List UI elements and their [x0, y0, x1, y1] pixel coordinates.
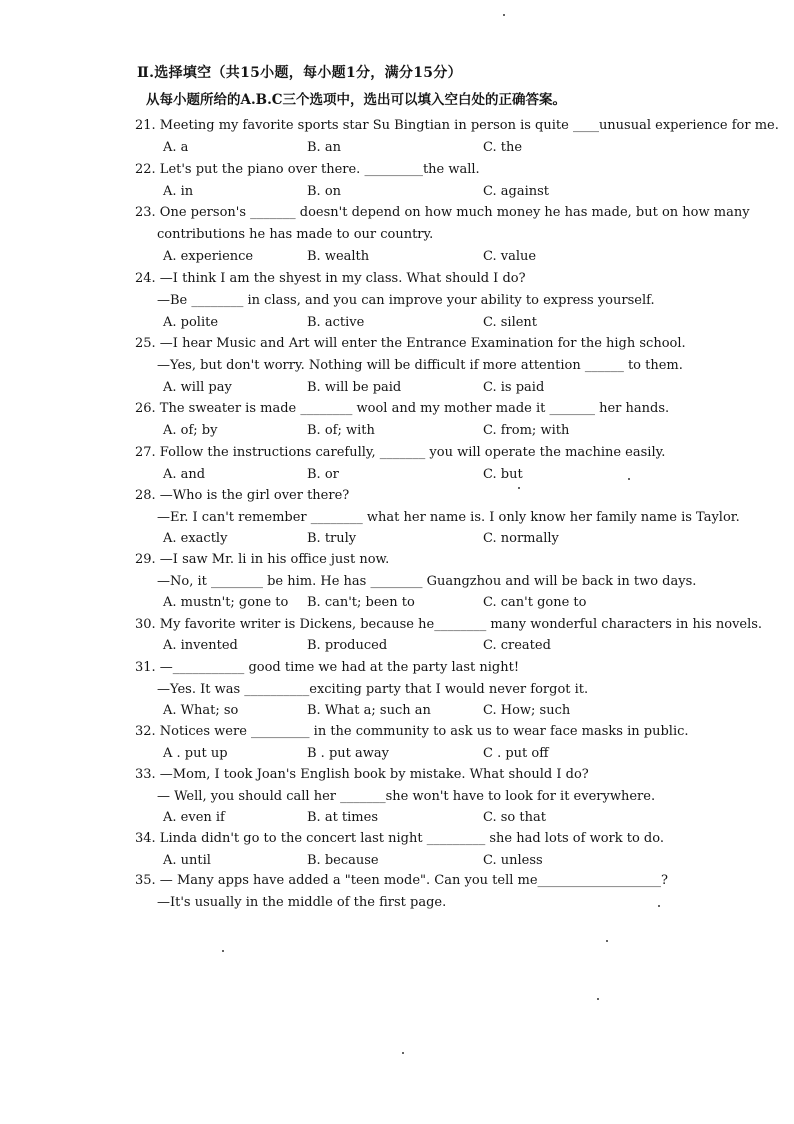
option-row	[0, 467, 794, 483]
question-stem: 21. Meeting my favorite sports star Su Bingtian in person is quite ____unusual experience for me.	[135, 118, 779, 133]
option-a: A. of; by	[163, 423, 218, 438]
option-a: A. will pay	[163, 380, 232, 395]
option-row	[0, 810, 794, 826]
question-stem: 23. One person's _______ doesn't depend on how much money he has made, but on how many	[135, 205, 750, 220]
option-c: C. can't gone to	[483, 595, 587, 610]
option-c: C. How; such	[483, 703, 571, 718]
question-continuation: contributions he has made to our country.	[157, 227, 434, 242]
question-continuation: —It's usually in the middle of the first page.	[157, 895, 447, 910]
question-continuation: —Yes. It was __________exciting party that I would never forgot it.	[157, 682, 589, 697]
question-stem: 33. —Mom, I took Joan's English book by mistake. What should I do?	[135, 767, 589, 782]
scan-speck	[658, 905, 660, 907]
option-b: B. produced	[307, 638, 388, 653]
scan-speck	[597, 998, 599, 1000]
scan-speck	[606, 940, 608, 942]
option-a: A. a	[163, 140, 189, 155]
option-row	[0, 140, 794, 156]
option-a: A. experience	[163, 249, 254, 264]
option-row	[0, 423, 794, 439]
scan-speck	[222, 950, 224, 952]
option-b: B. on	[307, 184, 342, 199]
question-stem: 32. Notices were _________ in the community to ask us to wear face masks in public.	[135, 724, 689, 739]
option-row	[0, 746, 794, 762]
option-a: A . put up	[163, 746, 228, 761]
question-stem: 31. —___________ good time we had at the party last night!	[135, 660, 520, 675]
question-stem: 29. —I saw Mr. li in his office just now.	[135, 552, 390, 567]
scan-speck	[402, 1052, 404, 1054]
scan-speck	[503, 14, 505, 16]
question-stem: 27. Follow the instructions carefully, _______ you will operate the machine easily.	[135, 445, 666, 460]
section-instruction: 从每小题所给的A.B.C三个选项中，选出可以填入空白处的正确答案。	[146, 92, 567, 108]
option-c: C. against	[483, 184, 549, 199]
option-row	[0, 853, 794, 869]
option-a: A. invented	[163, 638, 238, 653]
option-row	[0, 380, 794, 396]
scan-speck	[628, 478, 630, 480]
option-a: A. until	[163, 853, 211, 868]
option-b: B. of; with	[307, 423, 375, 438]
option-b: B. will be paid	[307, 380, 402, 395]
option-b: B. or	[307, 467, 339, 482]
option-a: A. in	[163, 184, 194, 199]
option-b: B. can't; been to	[307, 595, 415, 610]
option-c: C. normally	[483, 531, 559, 546]
option-b: B. truly	[307, 531, 357, 546]
question-stem: 26. The sweater is made ________ wool and my mother made it _______ her hands.	[135, 401, 670, 416]
question-stem: 25. —I hear Music and Art will enter the Entrance Examination for the high school.	[135, 336, 686, 351]
option-b: B. wealth	[307, 249, 370, 264]
option-c: C . put off	[483, 746, 549, 761]
option-b: B. an	[307, 140, 341, 155]
option-a: A. What; so	[163, 703, 239, 718]
option-a: A. even if	[163, 810, 225, 825]
option-c: C. but	[483, 467, 523, 482]
option-c: C. from; with	[483, 423, 570, 438]
option-row	[0, 184, 794, 200]
question-continuation: —No, it ________ be him. He has ________ Guangzhou and will be back in two days.	[157, 574, 697, 589]
option-b: B. active	[307, 315, 365, 330]
option-a: A. mustn't; gone to	[163, 595, 289, 610]
option-row	[0, 315, 794, 331]
question-stem: 35. — Many apps have added a "teen mode". Can you tell me___________________?	[135, 873, 669, 888]
option-row	[0, 249, 794, 265]
option-b: B. What a; such an	[307, 703, 431, 718]
option-c: C. unless	[483, 853, 543, 868]
question-continuation: —Yes, but don't worry. Nothing will be difficult if more attention ______ to them.	[157, 358, 683, 373]
option-row	[0, 638, 794, 654]
option-a: A. polite	[163, 315, 219, 330]
option-c: C. is paid	[483, 380, 545, 395]
option-row	[0, 531, 794, 547]
question-stem: 24. —I think I am the shyest in my class. What should I do?	[135, 271, 526, 286]
option-c: C. value	[483, 249, 537, 264]
option-b: B. because	[307, 853, 379, 868]
question-stem: 34. Linda didn't go to the concert last night _________ she had lots of work to do.	[135, 831, 664, 846]
question-stem: 30. My favorite writer is Dickens, because he________ many wonderful characters in his novels.	[135, 617, 763, 632]
section-title: Ⅱ.选择填空（共15小题，每小题1分，满分15分）	[137, 65, 462, 81]
question-stem: 22. Let's put the piano over there. _________the wall.	[135, 162, 480, 177]
option-b: B. at times	[307, 810, 378, 825]
option-c: C. created	[483, 638, 551, 653]
option-c: C. silent	[483, 315, 538, 330]
question-continuation: —Be ________ in class, and you can improve your ability to express yourself.	[157, 293, 655, 308]
question-continuation: — Well, you should call her _______she won't have to look for it everywhere.	[157, 789, 656, 804]
option-c: C. so that	[483, 810, 546, 825]
option-b: B . put away	[307, 746, 389, 761]
option-row	[0, 703, 794, 719]
question-continuation: —Er. I can't remember ________ what her name is. I only know her family name is Taylor.	[157, 510, 740, 525]
option-a: A. and	[163, 467, 206, 482]
option-c: C. the	[483, 140, 523, 155]
option-row	[0, 595, 794, 611]
question-stem: 28. —Who is the girl over there?	[135, 488, 350, 503]
scan-speck	[518, 487, 520, 489]
option-a: A. exactly	[163, 531, 228, 546]
